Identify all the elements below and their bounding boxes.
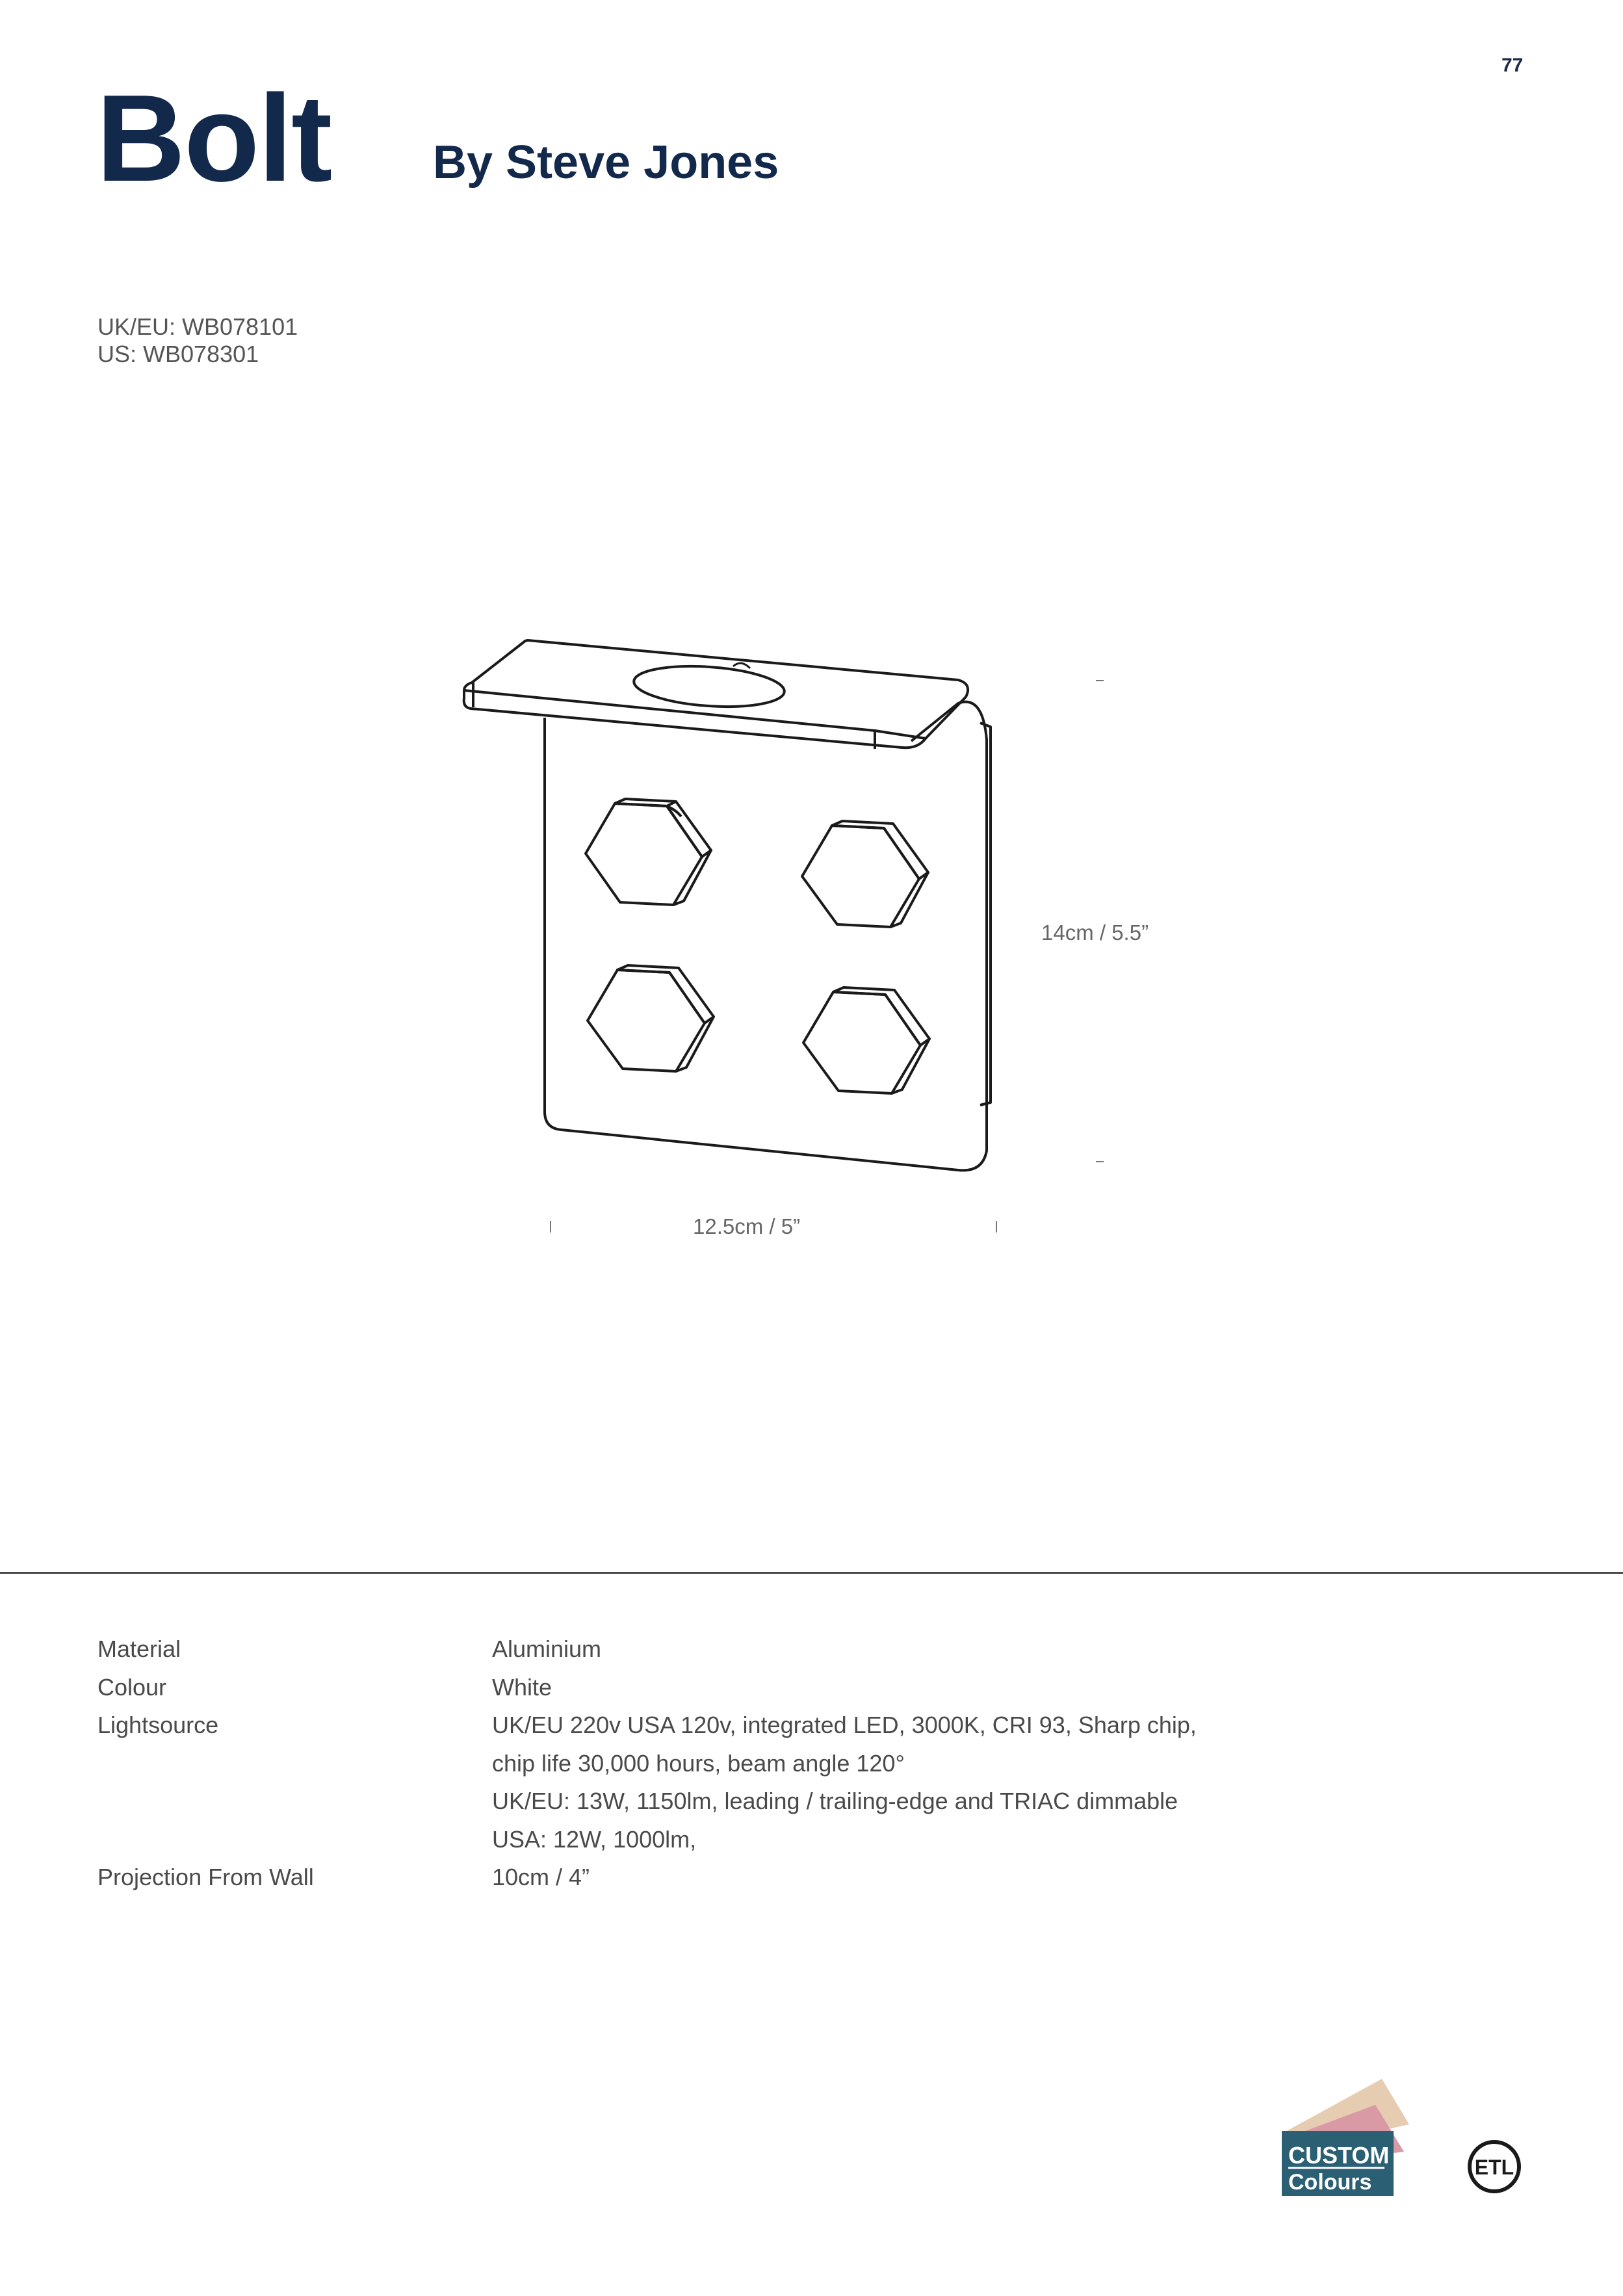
bolt-top-right xyxy=(802,821,928,927)
spec-row xyxy=(97,1745,1397,1783)
spec-row xyxy=(97,1669,1397,1707)
spec-row xyxy=(97,1782,1397,1821)
height-dimension: 14cm / 5.5” xyxy=(1041,920,1149,945)
spec-label xyxy=(97,1782,492,1821)
spec-row xyxy=(97,1630,1397,1669)
bolt-bottom-right xyxy=(803,987,929,1093)
spec-value: Aluminium xyxy=(492,1636,602,1662)
bolt-bottom-left xyxy=(588,965,714,1071)
spec-value: 10cm / 4” xyxy=(492,1864,590,1890)
bolt-top-left xyxy=(586,799,711,905)
logo-line2: Colours xyxy=(1288,2170,1372,2195)
spec-label: Material xyxy=(97,1636,181,1662)
spec-value: UK/EU 220v USA 120v, integrated LED, 3000K, CRI 93, Sharp chip, xyxy=(492,1712,1197,1738)
spec-row xyxy=(97,1821,1397,1859)
spec-value: USA: 12W, 1000lm, xyxy=(492,1825,697,1853)
spec-row xyxy=(97,1706,1397,1745)
code-uk-eu: UK/EU: WB078101 xyxy=(97,313,298,340)
etl-certification-icon xyxy=(1466,2139,1522,2195)
logo-line1: CUSTOM xyxy=(1288,2142,1390,2169)
height-tick-top xyxy=(1096,680,1104,681)
spec-label: Colour xyxy=(97,1673,167,1701)
spec-label xyxy=(97,1745,492,1783)
spec-value: UK/EU: 13W, 1150lm, leading / trailing-edge and TRIAC dimmable xyxy=(492,1788,1178,1814)
product-title: Bolt xyxy=(96,70,331,207)
section-divider xyxy=(0,1572,1623,1574)
page-number: 77 xyxy=(1501,55,1524,76)
width-dimension: 12.5cm / 5” xyxy=(693,1214,801,1238)
product-codes xyxy=(97,313,298,368)
width-tick-left xyxy=(550,1221,551,1233)
spec-value: chip life 30,000 hours, beam angle 120° xyxy=(492,1749,905,1777)
spec-table xyxy=(97,1630,1397,1897)
spec-value: White xyxy=(492,1673,552,1701)
spec-row xyxy=(97,1859,1397,1897)
height-tick-bottom xyxy=(1096,1161,1104,1162)
spec-label: Projection From Wall xyxy=(97,1864,314,1890)
spec-label xyxy=(97,1821,492,1859)
product-drawing xyxy=(429,624,1053,1183)
spec-label: Lightsource xyxy=(97,1712,219,1738)
code-us: US: WB078301 xyxy=(97,341,259,367)
width-tick-right xyxy=(996,1221,997,1233)
designer-name: By Steve Jones xyxy=(433,137,779,189)
custom-colours-logo xyxy=(1278,2074,1414,2204)
etl-mark: ETL xyxy=(1474,2156,1514,2179)
